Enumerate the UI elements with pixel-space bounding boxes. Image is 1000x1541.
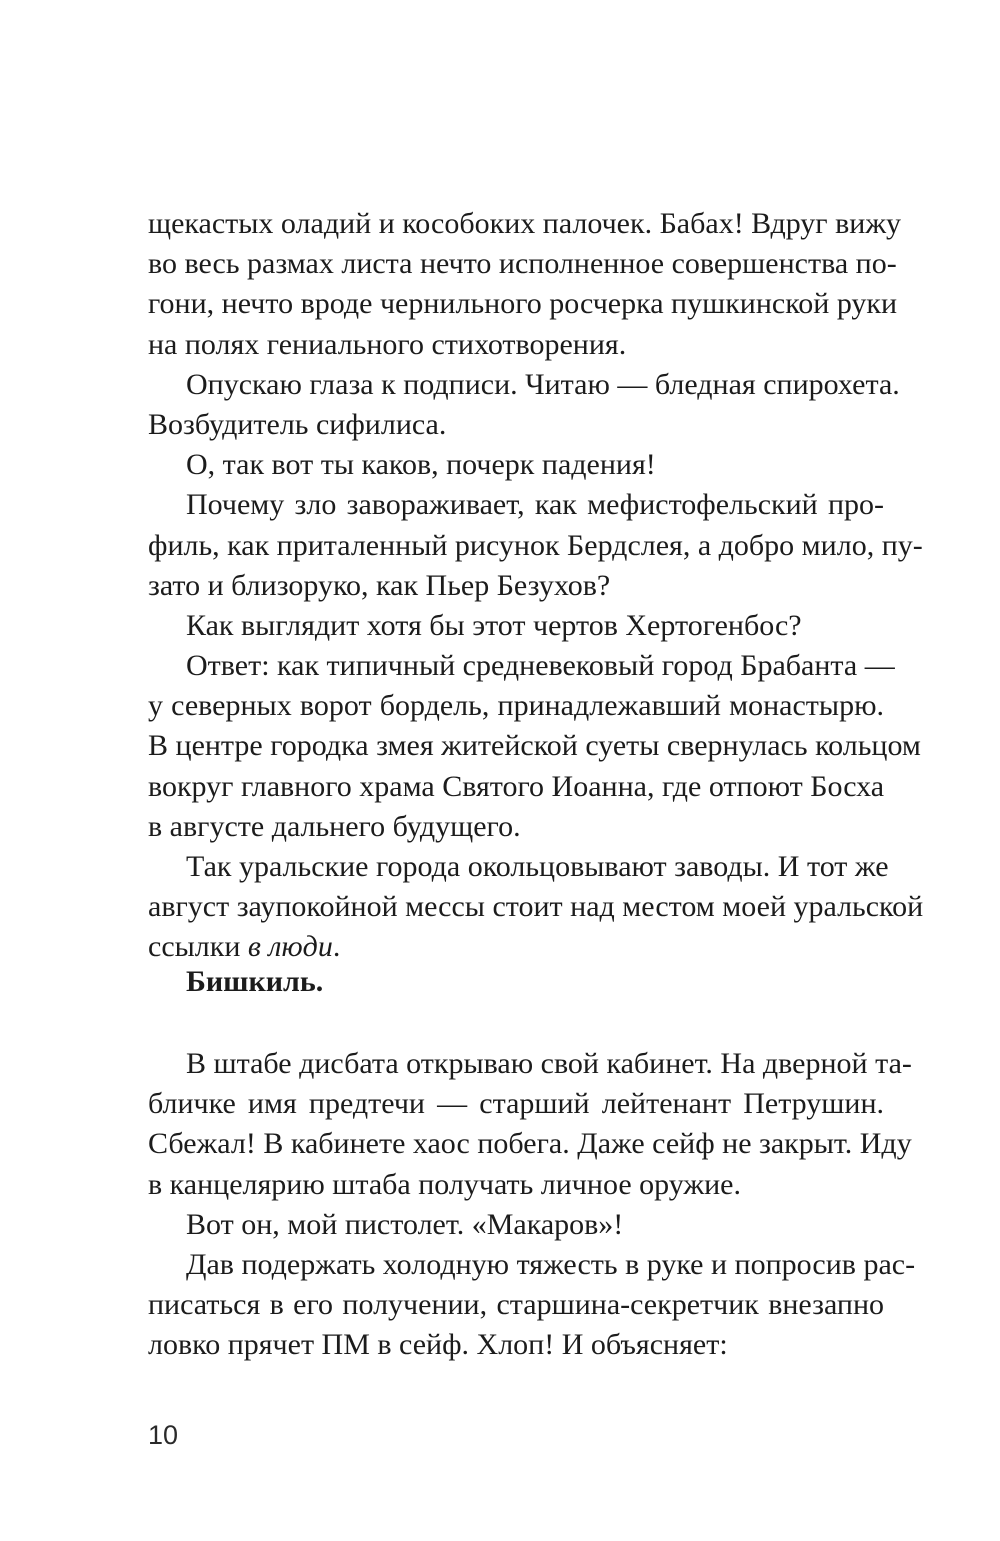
text-line: в августе дальнего будущего.: [148, 809, 521, 843]
text-line: писаться в его получении, старшина-секретчик внезапно: [148, 1288, 884, 1322]
text-line: Вот он, мой пистолет. «Макаров»!: [186, 1207, 624, 1241]
text-line: зато и близоруко, как Пьер Безухов?: [148, 568, 611, 602]
text-line: ловко прячет ПМ в сейф. Хлоп! И объясняет:: [148, 1328, 728, 1362]
text-line: Так уральские города окольцовывают заводы. И тот же: [186, 850, 889, 883]
text-line: во весь размах листа нечто исполненное совершенства по-: [148, 247, 897, 281]
text-line: Опускаю глаза к подписи. Читаю — бледная спирохета.: [186, 367, 900, 401]
text-block-top: [148, 204, 924, 968]
text-line: в канцелярию штаба получать личное оружие.: [148, 1167, 741, 1201]
text-line: Сбежал! В кабинете хаос побега. Даже сейф не закрыт. Иду: [148, 1127, 912, 1161]
line-suffix: .: [332, 930, 341, 964]
text-line: вокруг главного храма Святого Иоанна, где отпоют Босха: [148, 769, 885, 803]
text-line: Ответ: как типичный средневековый город Брабанта —: [186, 649, 895, 683]
text-line: гони, нечто вроде чернильного росчерка пушкинской руки: [148, 287, 898, 321]
text-line: Дав подержать холодную тяжесть в руке и попросив рас-: [186, 1247, 916, 1281]
text-line: О, так вот ты каков, почерк падения!: [186, 448, 656, 482]
italic-phrase: в люди: [247, 930, 333, 964]
text-line: щекастых оладий и кособоких палочек. Бабах! Вдруг вижу: [148, 207, 902, 240]
text-line: на полях гениального стихотворения.: [148, 327, 627, 361]
text-line: август заупокойной мессы стоит над местом моей уральской: [148, 890, 924, 924]
section-heading: Бишкиль.: [186, 965, 324, 998]
text-line: В штабе дисбата открываю свой кабинет. На дверной та-: [186, 1047, 912, 1080]
text-block-bottom: [148, 1044, 916, 1366]
text-line: бличке имя предтечи — старший лейтенант Петрушин.: [148, 1087, 884, 1121]
text-line: у северных ворот бордель, принадлежавший монастырю.: [148, 689, 884, 723]
line-prefix: ссылки: [148, 930, 248, 964]
text-line: филь, как приталенный рисунок Бердслея, а добро мило, пу-: [148, 528, 923, 562]
text-line: В центре городка змея житейской суеты свернулась кольцом: [148, 729, 921, 763]
text-line: Как выглядит хотя бы этот чертов Хертогенбос?: [186, 608, 802, 642]
text-line: Почему зло завораживает, как мефистофельский про-: [186, 488, 884, 522]
page-number: 10: [148, 1420, 179, 1450]
text-line: Возбудитель сифилиса.: [148, 407, 447, 441]
